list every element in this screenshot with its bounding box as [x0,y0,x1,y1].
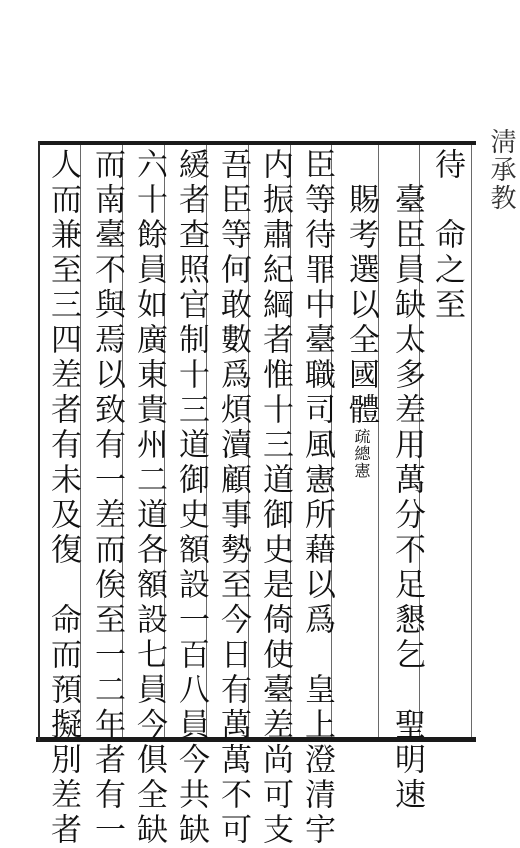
text-column-6: 吾臣等何敢數爲煩瀆顧事勢至今日有萬萬不可 [215,148,251,848]
text-column-10: 人而兼至三四差者有未及復 命而預擬別差者 [45,148,81,848]
text-column-7: 緩者查照官制十三道御史額設一百八員今共缺 [173,148,209,848]
text-column-1: 待 命之至 [429,148,465,323]
text-column-5: 内振肅紀綱者惟十三道御史是倚使臺差尚可支 [257,148,293,848]
text-column-9: 而南臺不與焉以致有一差而俟至一二年者有一 [89,148,125,848]
text-column-4: 臣等待罪中臺職司風憲所藉以爲 皇上澄清宇 [299,148,335,848]
margin-text: 淸承教 [486,128,516,212]
column-rule [471,145,472,737]
column-3-main: 賜考選以全國體 [343,148,379,428]
page-edge-strip [474,126,520,742]
text-column-8: 六十餘員如廣東貴州二道各額設七員今俱全缺 [131,148,167,848]
column-3-note: 疏總憲 [352,428,371,479]
text-column-3 [342,148,380,479]
frame-left-border [38,141,40,741]
text-column-2: 臺臣員缺太多差用萬分不足懇乞 聖明速 [389,148,425,813]
frame-top-border [38,141,476,145]
